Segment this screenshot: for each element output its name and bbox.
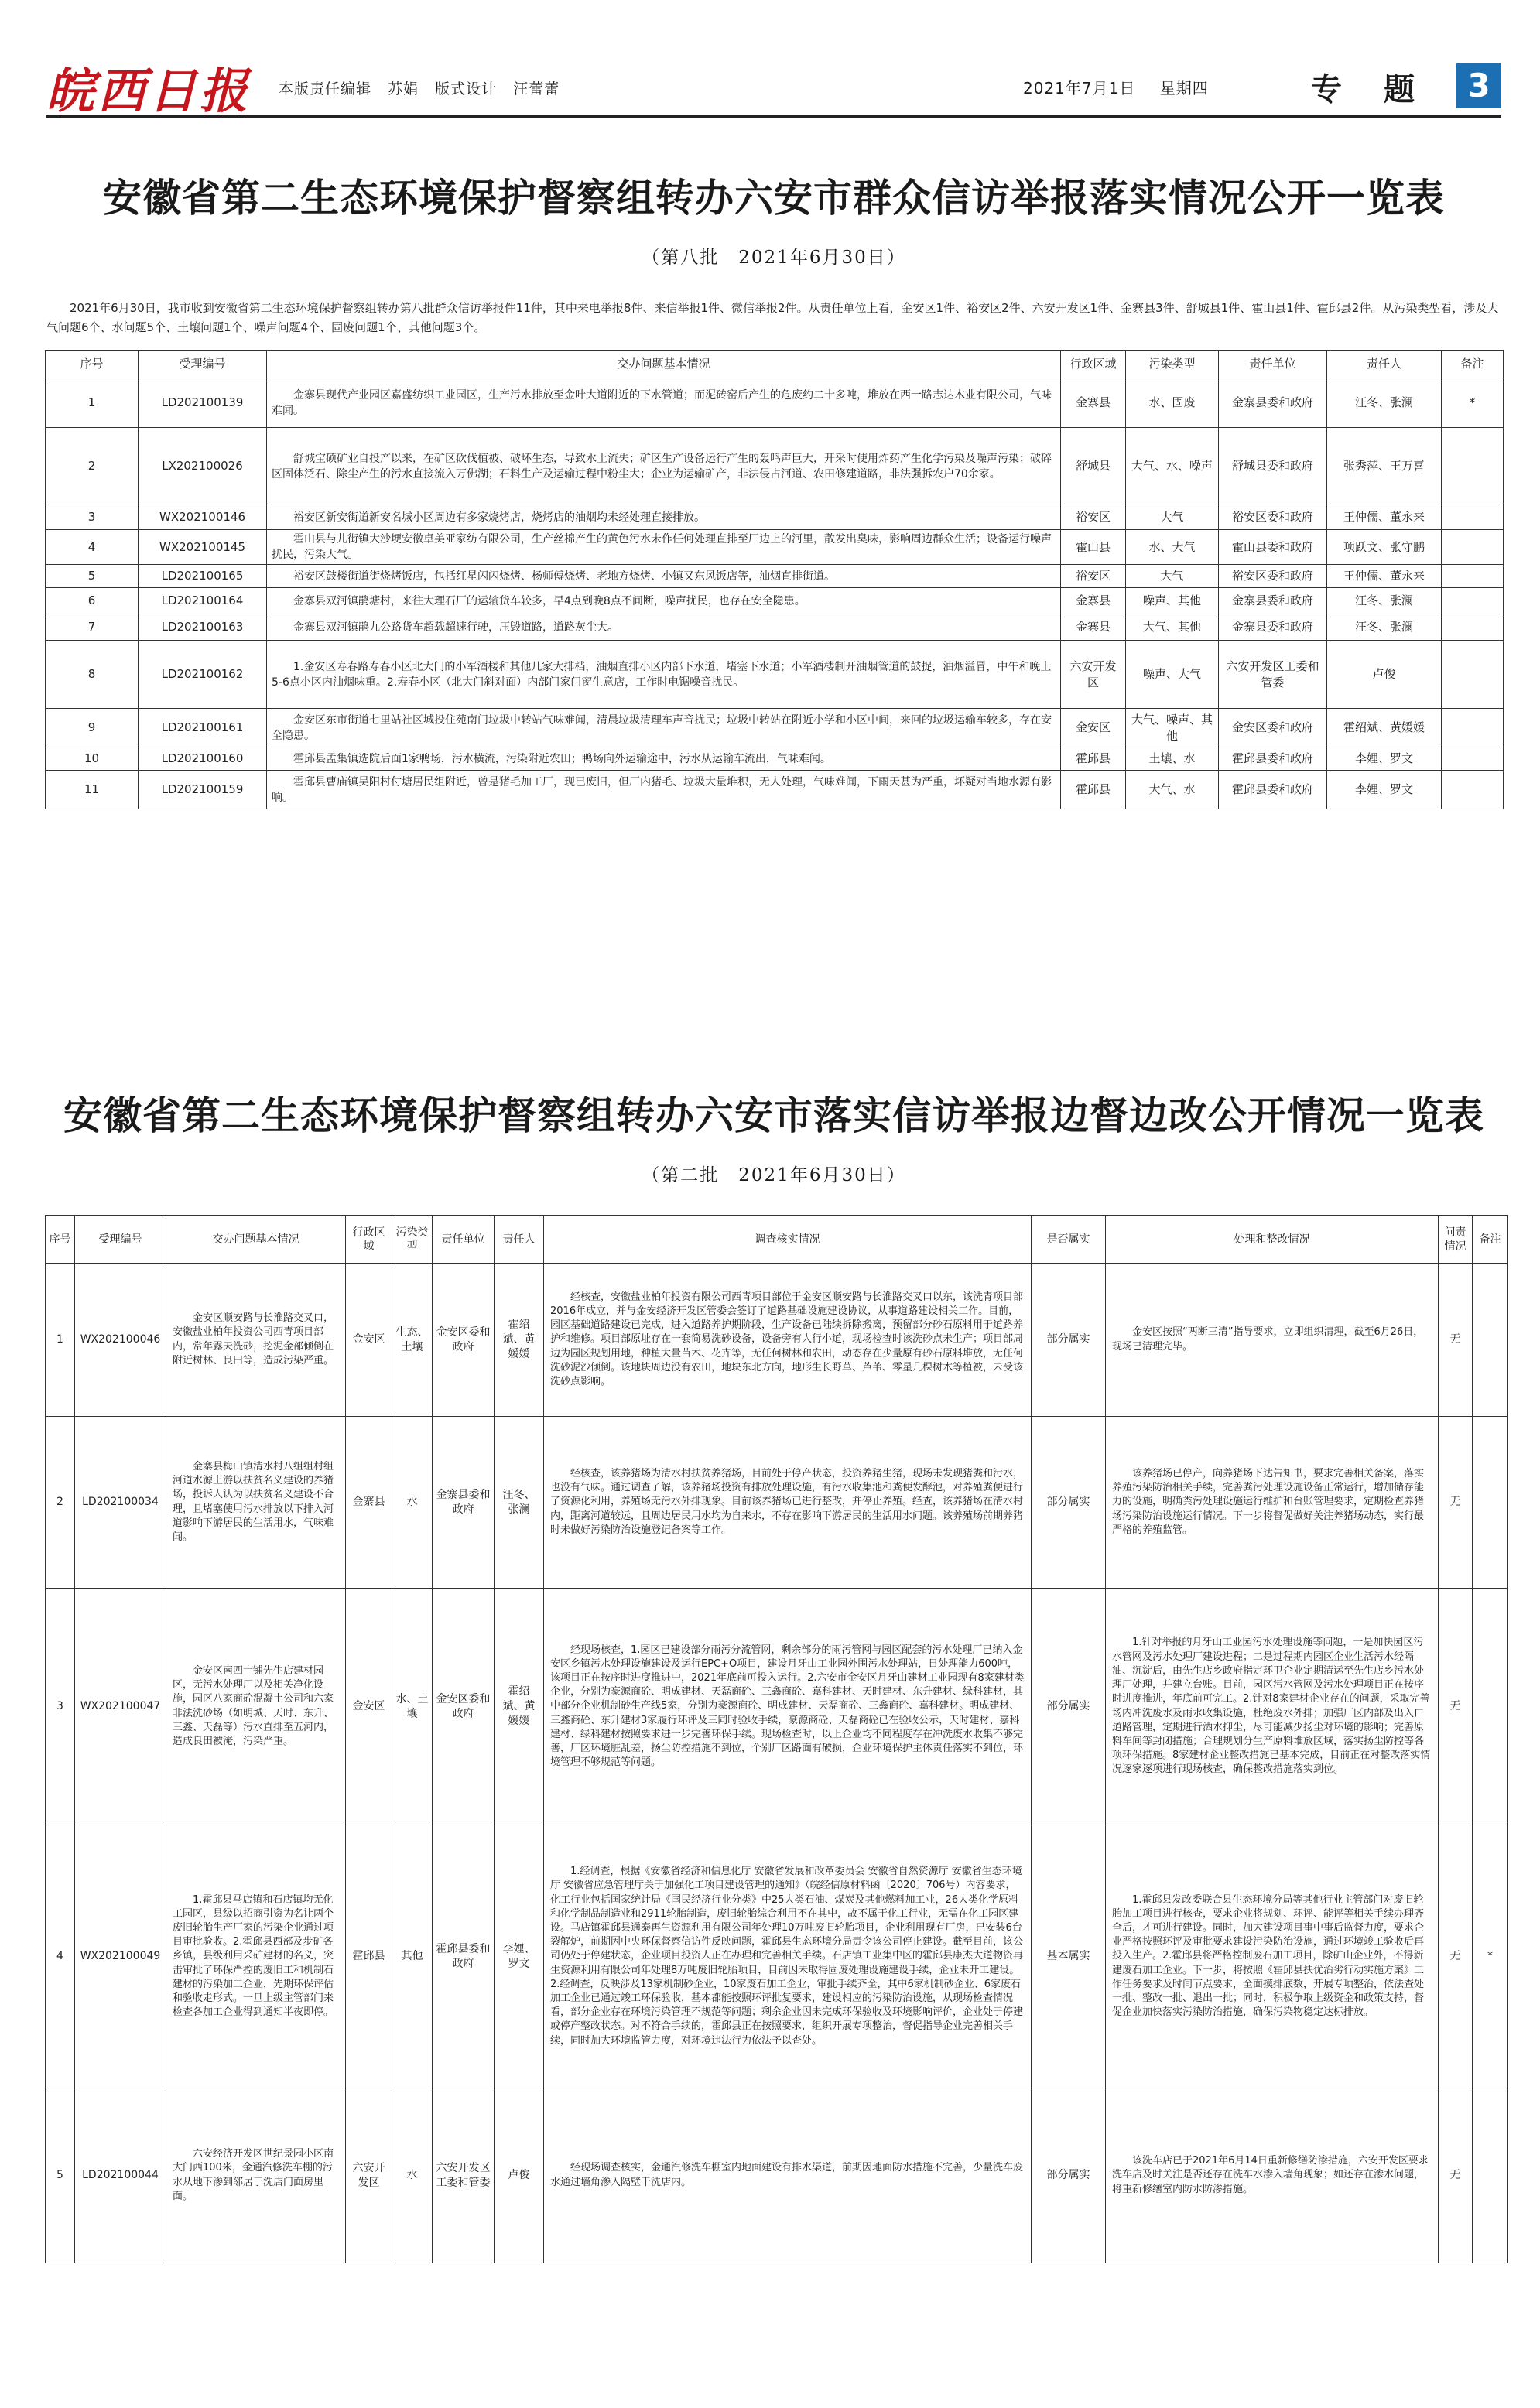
col-header: 责任单位	[1219, 351, 1327, 378]
table-row	[46, 1589, 1508, 1825]
cell-type: 大气、水、噪声	[1126, 428, 1219, 505]
cell-id: LD202100139	[139, 378, 267, 428]
editor-label: 本版责任编辑	[279, 80, 372, 97]
col-header: 序号	[46, 1216, 75, 1264]
cell-desc: 裕安区新安街道新安名城小区周边有多家烧烤店，烧烤店的油烟均未经处理直接排放。	[267, 505, 1061, 530]
col-header: 污染类型	[392, 1216, 433, 1264]
cell-investigation: 经现场核查，1.园区已建设部分雨污分流管网，剩余部分的雨污管网与园区配套的污水处理厂已纳入金安区乡镇污水处理设施建设及运行EPC+O项目，建设月牙山工业园外围污水处理站，日处理能力600吨，该项目正在按序时进度推进中，2021年底前可投入运行。2.六安市金安区月牙山建材工业园现有8家建材类企业，分别为豪源商砼、明成建材、天磊商砼、三鑫商砼、嘉科建材、天时建材、东升建材、绿科建材，其中部分企业机制砂生产线5家，分别为豪源商砼、明成建材、天磊商砼、三鑫商砼、嘉科建材。明成建材、三鑫商砼、东升建材3家履行环评及三同时验收手续，豪源商砼、天磊商砼已在验收公示，天时建材、嘉科建材、绿科建材按照要求进一步完善环保手续。现场检查时，以上企业均不同程度存在冲洗废水收集不够完善，厂区环境脏乱差，扬尘防控措施不到位，个别厂区路面有破损，企业环境保护主体责任落实不到位，环境管理不够规范等问题。	[544, 1589, 1032, 1825]
cell-person: 项跃文、张守鹏	[1327, 530, 1442, 565]
table-row	[46, 614, 1504, 641]
cell-investigation: 1.经调查，根据《安徽省经济和信息化厅 安徽省发展和改革委员会 安徽省自然资源厅 安徽省生态环境厅 安徽省应急管理厅关于加强化工项目建设管理的通知》（皖经信原材料函〔2020〕706号）内容要求，化工行业包括国家统计局《国民经济行业分类》中25大类石油、煤炭及其他燃料加工业，26大类化学原料和化学制品制造业和2911轮胎制造，废旧轮胎综合利用不在其中，故不属于化工行业，无需在化工园区建设。马店镇霍邱县通泰再生资源利用有限公司年处理10万吨废旧轮胎项目，企业利用现有厂房，已安装6台裂解炉，前期因中央环保督察信访件反映问题，霍邱县生态环境分局责令该公司停止建设。截至目前，该公司仍处于停建状态，企业项目投资人正在办理和完善相关手续。石店镇工业集中区的霍邱县康杰大道物资再生资源利用有限公司年处理8万吨废旧轮胎项目，目前因未取得固废处理设施建设手续，企业未开工建设。2.经调查，反映涉及13家机制砂企业，10家废石加工企业，审批手续齐全，其中6家机制砂企业、6家废石加工企业已通过竣工环保验收，基本都能按照环评批复要求，建设相应的污染防治设施，从现场检查情况看，部分企业存在环境污染管理不规范等问题；剩余企业因未完成环保验收及环境影响评价，企业处于停建或停产整改状态。对不符合手续的，霍邱县正在按照要求，组织开展专项整治，督促指导企业完善相关手续，同时加大环境监管力度，对环境违法行为依法予以查处。	[544, 1825, 1032, 2088]
cell-id: WX202100145	[139, 530, 267, 565]
cell-truth: 基本属实	[1032, 1825, 1106, 2088]
cell-accountability: 无	[1439, 1264, 1473, 1417]
cell-region: 霍邱县	[1061, 771, 1126, 809]
cell-region: 六安开发区	[1061, 641, 1126, 709]
cell-accountability: 无	[1439, 1589, 1473, 1825]
cell-unit: 金寨县委和政府	[1219, 378, 1327, 428]
table-row	[46, 771, 1504, 809]
report2-subtitle: （第二批 2021年6月30日）	[642, 1165, 906, 1185]
cell-accountability: 无	[1439, 2088, 1473, 2263]
col-header: 序号	[46, 351, 139, 378]
cell-note	[1442, 709, 1504, 747]
col-header: 受理编号	[139, 351, 267, 378]
cell-person: 张秀萍、王万喜	[1327, 428, 1442, 505]
cell-desc: 霍邱县孟集镇选院后面1家鸭场，污水横流，污染附近农田；鸭场向外运输途中，污水从运输车流出，气味难闻。	[267, 747, 1061, 771]
cell-no: 5	[46, 565, 139, 588]
col-header: 交办问题基本情况	[267, 351, 1061, 378]
cell-no: 2	[46, 428, 139, 505]
cell-note	[1442, 614, 1504, 641]
cell-type: 大气、其他	[1126, 614, 1219, 641]
cell-person: 李娌、罗文	[1327, 771, 1442, 809]
cell-note	[1442, 565, 1504, 588]
section-name: 专题	[1311, 72, 1456, 108]
cell-unit: 裕安区委和政府	[1219, 505, 1327, 530]
table-row	[46, 641, 1504, 709]
cell-truth: 部分属实	[1032, 1264, 1106, 1417]
cell-region: 裕安区	[1061, 505, 1126, 530]
cell-unit: 舒城县委和政府	[1219, 428, 1327, 505]
cell-desc: 霍山县与儿街镇大沙埂安徽卓美亚家纺有限公司，生产丝棉产生的黄色污水未作任何处理直排至厂边上的河里，散发出臭味，影响周边群众生活；设备运行噪声扰民，污染大气。	[267, 530, 1061, 565]
cell-investigation: 经核查，安徽盐业柏年投资有限公司西青项目部位于金安区顺安路与长淮路交叉口以东，该洗青项目部2016年成立，并与金安经济开发区管委会签订了道路基础设施建设协议，从事道路建设相关工作。目前，园区基础道路建设已完成，进入道路养护期阶段，生产设备已陆续拆除搬离，预留部分砂石原料用于道路养护和维修。项目部原址存在一套简易洗砂设备，设备旁有人行小道，现场检查时该洗砂点未生产；项目部周边为园区规划用地，种植大量苗木、花卉等，无任何树林和农田，动态存在少量原有砂石原料堆放，无任何洗砂泥沙倾倒。该地块周边没有农田，地块东北方向，地形生长野草、芦苇、零星几棵树木等植被，未受该洗砂点影响。	[544, 1264, 1032, 1417]
cell-note	[1442, 530, 1504, 565]
cell-type: 噪声、其他	[1126, 588, 1219, 614]
cell-region: 霍邱县	[346, 1825, 392, 2088]
cell-note: *	[1442, 378, 1504, 428]
cell-desc: 霍邱县曹庙镇吴阳村付塘居民组附近，曾是猪毛加工厂，现已废旧，但厂内猪毛、垃圾大量堆积，无人处理，气味难闻，下雨天甚为严重，坏疑对当地水源有影响。	[267, 771, 1061, 809]
cell-id: LD202100034	[75, 1417, 166, 1589]
cell-unit: 霍邱县委和政府	[433, 1825, 495, 2088]
cell-type: 大气、水	[1126, 771, 1219, 809]
cell-type: 大气	[1126, 565, 1219, 588]
cell-region: 金寨县	[1061, 378, 1126, 428]
col-header: 责任人	[1327, 351, 1442, 378]
cell-desc: 金安区南四十铺先生店建材园区，无污水处理厂以及相关净化设施，园区八家商砼混凝土公司和六家非法洗砂场（如明城、天时、东升、三鑫、天磊等）污水直排至五河内，造成良田被淹，污染严重。	[166, 1589, 346, 1825]
cell-unit: 金寨县委和政府	[1219, 614, 1327, 641]
cell-note	[1442, 428, 1504, 505]
cell-desc: 金安区东市街道七里站社区城投住苑南门垃圾中转站气味难闻，清晨垃圾清理车声音扰民；垃圾中转站在附近小学和小区中间，来回的垃圾运输车较多，存在安全隐患。	[267, 709, 1061, 747]
cell-no: 4	[46, 530, 139, 565]
cell-handling: 金安区按照“两断三清”指导要求，立即组织清理，截至6月26日，现场已清理完毕。	[1106, 1264, 1439, 1417]
col-header: 受理编号	[75, 1216, 166, 1264]
cell-no: 1	[46, 1264, 75, 1417]
cell-unit: 金寨县委和政府	[1219, 588, 1327, 614]
cell-note	[1442, 505, 1504, 530]
cell-region: 金寨县	[1061, 588, 1126, 614]
cell-region: 金寨县	[1061, 614, 1126, 641]
cell-unit: 六安开发区工委和管委	[433, 2088, 495, 2263]
table-row	[46, 378, 1504, 428]
cell-person: 霍绍斌、黄媛媛	[495, 1589, 544, 1825]
cell-unit: 金安区委和政府	[1219, 709, 1327, 747]
cell-desc: 裕安区鼓楼街道街烧烤饭店，包括红星闪闪烧烤、杨师傅烧烤、老地方烧烤、小镇又东风饭店等，油烟直排街道。	[267, 565, 1061, 588]
cell-person: 李娌、罗文	[1327, 747, 1442, 771]
table-row	[46, 530, 1504, 565]
cell-person: 汪冬、张澜	[495, 1417, 544, 1589]
report1-table-body	[46, 378, 1504, 809]
report1-intro: 2021年6月30日，我市收到安徽省第二生态环境保护督察组转办第八批群众信访举报件11件，其中来电举报8件、来信举报1件、微信举报2件。从责任单位上看，金安区1件、裕安区2件、六安开发区1件、金寨县3件、舒城县1件、霍山县1件、霍邱县2件。从污染类型看，涉及大气问题6个、水问题5个、土壤问题1个、噪声问题4个、固废问题1个、其他问题3个。	[46, 301, 1499, 334]
cell-investigation: 经现场调查核实，金通汽修洗车棚室内地面建设有排水渠道，前期因地面防水措施不完善，少量洗车废水通过墙角渗入隔壁干洗店内。	[544, 2088, 1032, 2263]
cell-id: LD202100162	[139, 641, 267, 709]
cell-type: 水	[392, 2088, 433, 2263]
col-header: 备注	[1442, 351, 1504, 378]
cell-id: WX202100049	[75, 1825, 166, 2088]
cell-truth: 部分属实	[1032, 1589, 1106, 1825]
editor-name: 苏娟	[388, 80, 419, 97]
cell-id: LD202100163	[139, 614, 267, 641]
cell-person: 霍绍斌、黄媛媛	[1327, 709, 1442, 747]
cell-type: 水	[392, 1417, 433, 1589]
cell-id: WX202100146	[139, 505, 267, 530]
cell-unit: 金安区委和政府	[433, 1264, 495, 1417]
cell-person: 王仲儒、董永来	[1327, 505, 1442, 530]
table-row	[46, 505, 1504, 530]
cell-id: LD202100159	[139, 771, 267, 809]
dateline	[1023, 76, 1227, 98]
cell-desc: 金寨县现代产业园区嘉盛纺织工业园区，生产污水排放至金叶大道附近的下水管道；而泥砖窑后产生的危废约二十多吨，堆放在西一路志达木业有限公司，气味难闻。	[267, 378, 1061, 428]
issue-date: 2021年7月1日	[1023, 79, 1136, 97]
col-header: 问责情况	[1439, 1216, 1473, 1264]
cell-region: 金安区	[346, 1589, 392, 1825]
table-row	[46, 747, 1504, 771]
cell-note	[1473, 1589, 1508, 1825]
table-row	[46, 1825, 1508, 2088]
cell-no: 3	[46, 1589, 75, 1825]
cell-no: 6	[46, 588, 139, 614]
table-row	[46, 1264, 1508, 1417]
cell-person: 王仲儒、董永来	[1327, 565, 1442, 588]
cell-desc: 金安区顺安路与长淮路交叉口，安徽盐业柏年投资公司西青项目部内，常年露天洗砂，挖泥金部倾倒在附近树林、良田等，造成污染严重。	[166, 1264, 346, 1417]
cell-region: 裕安区	[1061, 565, 1126, 588]
issue-weekday: 星期四	[1159, 79, 1209, 97]
cell-note	[1473, 1417, 1508, 1589]
col-header: 行政区域	[1061, 351, 1126, 378]
cell-no: 5	[46, 2088, 75, 2263]
report1-subtitle: （第八批 2021年6月30日）	[642, 248, 906, 268]
cell-no: 8	[46, 641, 139, 709]
cell-unit: 裕安区委和政府	[1219, 565, 1327, 588]
cell-note	[1442, 747, 1504, 771]
cell-truth: 部分属实	[1032, 1417, 1106, 1589]
cell-truth: 部分属实	[1032, 2088, 1106, 2263]
cell-unit: 金安区委和政府	[433, 1589, 495, 1825]
cell-handling: 1.针对举报的月牙山工业园污水处理设施等问题，一是加快园区污水管网及污水处理厂建设进程；二是过程期内园区企业生活污水经隔油、沉淀后，由先生店乡政府指定环卫企业定期清运至先生店乡污水处理厂处理，并建立台账。目前，园区污水管网及污水处理项目正在按序时进度推进，年底前可完工。2.针对8家建材企业存在的问题，采取完善场内冲洗废水及雨水收集设施，杜绝废水外排；加强厂区内部及出入口道路管理，定期进行洒水抑尘，尽可能减少扬尘对环境的影响；完善原料车间等封闭措施；合理规划分生产原料堆放区域，落实扬尘防控等各项环保措施。8家建材企业整改措施已基本完成，目前正在对整改落实情况逐家逐项进行现场核查，确保整改措施落实到位。	[1106, 1589, 1439, 1825]
cell-type: 土壤、水	[1126, 747, 1219, 771]
col-header: 行政区域	[346, 1216, 392, 1264]
col-header: 处理和整改情况	[1106, 1216, 1439, 1264]
cell-no: 3	[46, 505, 139, 530]
report1-header-row	[46, 351, 1504, 378]
cell-type: 大气	[1126, 505, 1219, 530]
cell-desc: 舒城宝硕矿业自投产以来，在矿区砍伐植被、破坏生态，导致水土流失；矿区生产设备运行产生的轰鸣声巨大，开采时使用炸药产生化学污染及噪声污染；破碎区固体泛石、除尘产生的污水直接流入万佛湖；石料生产及运输过程中粉尘大；企业为运输矿产，非法侵占河道、农田修建道路，非法强拆农户70余家。	[267, 428, 1061, 505]
cell-desc: 六安经济开发区世纪景园小区南大门西100米，金通汽修洗车棚的污水从地下渗到邻居于洗店门面房里面。	[166, 2088, 346, 2263]
designer-label: 版式设计	[435, 80, 498, 97]
cell-unit: 霍邱县委和政府	[1219, 771, 1327, 809]
report2-title: 安徽省第二生态环境保护督察组转办六安市落实信访举报边督边改公开情况一览表	[63, 1093, 1484, 1138]
cell-note	[1442, 641, 1504, 709]
cell-region: 金安区	[1061, 709, 1126, 747]
cell-person: 汪冬、张澜	[1327, 378, 1442, 428]
cell-person: 汪冬、张澜	[1327, 588, 1442, 614]
cell-investigation: 经核查，该养猪场为清水村扶贫养猪场，目前处于停产状态，投资养猪生猪，现场未发现猪粪和污水，也没有气味。通过调查了解，该养猪场投资有排放处理设施，有污水收集池和粪便发酵池，对养殖粪便进行了资源化利用，养殖场无污水外排现象。目前该养猪场已进行整改，并停止养殖。经查，该养猪场在清水村内，距离河道较远，且周边居民用水均为自来水，不存在影响下游居民的生活用水问题。该养殖场前期养猪时未做好污染防治设施登记备案等工作。	[544, 1417, 1032, 1589]
cell-note: *	[1473, 1825, 1508, 2088]
cell-type: 其他	[392, 1825, 433, 2088]
col-header: 责任单位	[433, 1216, 495, 1264]
cell-id: LX202100026	[139, 428, 267, 505]
cell-no: 11	[46, 771, 139, 809]
cell-unit: 六安开发区工委和管委	[1219, 641, 1327, 709]
cell-type: 水、土壤	[392, 1589, 433, 1825]
cell-region: 金安区	[346, 1264, 392, 1417]
cell-desc: 1.金安区寿春路寿春小区北大门的小军酒楼和其他几家大排档，油烟直排小区内部下水道，堵塞下水道；小军酒楼制开油烟管道的鼓捉，油烟溢冒，中午和晚上5-6点小区内油烟味重。2.寿春小区（北大门斜对面）内部门家门窗生意店，工作时电锯噪音扰民。	[267, 641, 1061, 709]
col-header: 责任人	[495, 1216, 544, 1264]
cell-desc: 1.霍邱县马店镇和石店镇均无化工园区，县级以招商引资为名让两个废旧轮胎生产厂家的污染企业通过项目审批验收。2.霍邱县西部及步矿各乡镇，县级利用采矿建材的名义，突击审批了环保严控的废旧工和机制石建材的污染加工企业，先期环保评估和验收走形式。一旦上级主管部门来检查各加工企业得到通知半夜即停。	[166, 1825, 346, 2088]
cell-region: 舒城县	[1061, 428, 1126, 505]
cell-id: WX202100046	[75, 1264, 166, 1417]
col-header: 是否属实	[1032, 1216, 1106, 1264]
cell-id: LD202100160	[139, 747, 267, 771]
cell-no: 4	[46, 1825, 75, 2088]
report2-table-body	[46, 1264, 1508, 2263]
table-row	[46, 709, 1504, 747]
cell-type: 噪声、大气	[1126, 641, 1219, 709]
cell-id: LD202100164	[139, 588, 267, 614]
col-header: 备注	[1473, 1216, 1508, 1264]
col-header: 交办问题基本情况	[166, 1216, 346, 1264]
cell-person: 卢俊	[495, 2088, 544, 2263]
cell-no: 2	[46, 1417, 75, 1589]
cell-no: 7	[46, 614, 139, 641]
editor-credits	[279, 77, 570, 98]
cell-id: LD202100161	[139, 709, 267, 747]
cell-person: 汪冬、张澜	[1327, 614, 1442, 641]
cell-handling: 该洗车店已于2021年6月14日重新修缮防渗措施，六安开发区要求洗车店及时关注是否还存在洗车水渗入墙角现象；如还存在渗水问题，将重新修缮室内防水防渗措施。	[1106, 2088, 1439, 2263]
cell-note	[1442, 588, 1504, 614]
col-header: 调查核实情况	[544, 1216, 1032, 1264]
cell-note	[1473, 1264, 1508, 1417]
cell-type: 生态、土壤	[392, 1264, 433, 1417]
report2-table	[45, 1215, 1508, 2263]
cell-id: WX202100047	[75, 1589, 166, 1825]
report1-table	[45, 350, 1504, 809]
cell-type: 大气、噪声、其他	[1126, 709, 1219, 747]
masthead	[46, 48, 1501, 118]
table-row	[46, 428, 1504, 505]
table-row	[46, 565, 1504, 588]
table-row	[46, 2088, 1508, 2263]
report1-title: 安徽省第二生态环境保护督察组转办六安市群众信访举报落实情况公开一览表	[103, 176, 1445, 221]
table-row	[46, 588, 1504, 614]
cell-desc: 金寨县双河镇鹃九公路货车超载超速行驶，压毁道路，道路灰尘大。	[267, 614, 1061, 641]
cell-handling: 该养猪场已停产，向养猪场下达告知书，要求完善相关备案，落实养殖污染防治相关手续，完善粪污处理设施设备正常运行，增加储存能力的设施，明确粪污处理设施运行维护和台账管理要求，定期检查养猪场污染防治设施运行情况。下一步将督促做好关注养猪场动态，实行最严格的养殖监管。	[1106, 1417, 1439, 1589]
cell-region: 霍邱县	[1061, 747, 1126, 771]
cell-id: LD202100165	[139, 565, 267, 588]
cell-region: 金寨县	[346, 1417, 392, 1589]
cell-desc: 金寨县梅山镇清水村八组组村组河道水源上游以扶贫名义建设的养猪场，投诉人认为以扶贫名义建设不合理，且堵塞使用污水排放以下排入河道影响下游居民的生活用水，气味难闻。	[166, 1417, 346, 1589]
cell-unit: 金寨县委和政府	[433, 1417, 495, 1589]
cell-no: 1	[46, 378, 139, 428]
cell-person: 李娌、罗文	[495, 1825, 544, 2088]
cell-unit: 霍山县委和政府	[1219, 530, 1327, 565]
cell-note	[1473, 2088, 1508, 2263]
designer-name: 汪蕾蕾	[513, 80, 560, 97]
cell-note	[1442, 771, 1504, 809]
cell-no: 9	[46, 709, 139, 747]
cell-no: 10	[46, 747, 139, 771]
cell-desc: 金寨县双河镇鹃塘村，来往大理石厂的运输货车较多，早4点到晚8点不间断，噪声扰民，也存在安全隐患。	[267, 588, 1061, 614]
col-header: 污染类型	[1126, 351, 1219, 378]
cell-accountability: 无	[1439, 1825, 1473, 2088]
report2-header-row	[46, 1216, 1508, 1264]
cell-region: 六安开发区	[346, 2088, 392, 2263]
cell-id: LD202100044	[75, 2088, 166, 2263]
page-number-badge: 3	[1456, 63, 1501, 108]
cell-unit: 霍邱县委和政府	[1219, 747, 1327, 771]
cell-type: 水、固废	[1126, 378, 1219, 428]
cell-person: 霍绍斌、黄媛媛	[495, 1264, 544, 1417]
cell-accountability: 无	[1439, 1417, 1473, 1589]
newspaper-logo: 皖西日报	[46, 63, 252, 119]
cell-person: 卢俊	[1327, 641, 1442, 709]
cell-region: 霍山县	[1061, 530, 1126, 565]
cell-handling: 1.霍邱县发改委联合县生态环境分局等其他行业主管部门对废旧轮胎加工项目进行核查，要求企业将规划、环评、能评等相关手续办理齐全后，才可进行建设。同时，加大建设项目事中事后监督力度，要求企业严格按照环评及审批要求建设污染防治设施，通过环境竣工验收后再投入生产。2.霍邱县将严格控制废石加工项目，除矿山企业外，不得新建废石加工企业。下一步，将按照《霍邱县扶优治劣行动实施方案》工作任务要求及时间节点要求，全面摸排底数，开展专项整治，依法查处一批、整改一批、退出一批；同时，积极争取上级资金和政策支持，督促企业加快落实污染防治措施，确保污染物稳定达标排放。	[1106, 1825, 1439, 2088]
table-row	[46, 1417, 1508, 1589]
cell-type: 水、大气	[1126, 530, 1219, 565]
